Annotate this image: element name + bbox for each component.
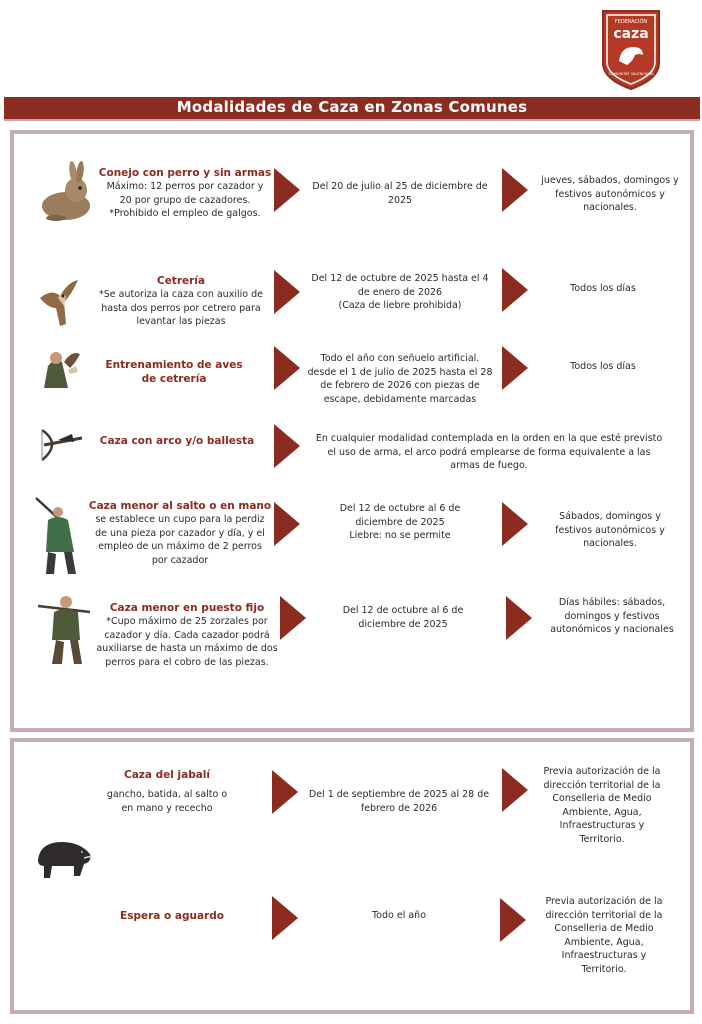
modality-title: Espera o aguardo	[120, 910, 224, 922]
days-line: Todos los días	[570, 361, 636, 372]
modality-desc-line: de una pieza por cazador y día, y el	[95, 527, 265, 539]
period-line: 2025	[387, 194, 413, 206]
arrow-icon	[274, 424, 300, 468]
arrow-icon	[506, 596, 532, 640]
page-title: Modalidades de Caza en Zonas Comunes	[176, 98, 528, 116]
days-line: nacionales.	[583, 202, 637, 213]
days-line: festivos autonómicos y	[555, 188, 665, 200]
modality-desc-line: por cazador	[151, 554, 209, 566]
period-entrenamiento	[303, 352, 497, 406]
days-line: Territorio.	[579, 833, 625, 845]
period-puesto-fijo	[306, 604, 500, 631]
period-line: Del 1 de septiembre de 2025 al 28 de	[308, 789, 490, 800]
crossbow-illustration	[38, 424, 84, 464]
days-line: Infraestructuras y	[559, 820, 645, 831]
modality-desc-line: *Cupo máximo de 25 zorzales por	[106, 616, 268, 627]
days-conejo	[530, 174, 690, 215]
days-line: Días hábiles: sábados,	[558, 597, 666, 608]
arrow-icon	[280, 596, 306, 640]
logo-bottom-text: COMUNITAT VALENCIANA	[608, 72, 654, 76]
period-line: de enero de 2026	[357, 286, 443, 298]
period-line: Liebre: no se permite	[349, 530, 451, 541]
days-puesto-fijo	[534, 596, 690, 637]
period-line: diciembre de 2025	[355, 516, 445, 528]
days-line: Ambiente, Agua,	[564, 936, 644, 948]
days-line: Conselleria de Medio	[552, 793, 652, 804]
modality-title: Entrenamiento de aves de cetrería	[105, 359, 243, 385]
modality-desc-line: 20 por grupo de cazadores.	[119, 194, 251, 206]
title-banner	[4, 97, 700, 121]
days-line: dirección territorial de la	[543, 779, 661, 791]
period-line: En cualquier modalidad contemplada en la orden en la que esté previsto	[315, 433, 663, 444]
days-line: Previa autorización de la	[545, 896, 663, 907]
logo-top-text: FEDERACIÓN	[614, 19, 648, 25]
logo-text: caza	[613, 26, 649, 42]
days-line: nacionales.	[583, 538, 637, 549]
period-cetreria	[303, 272, 497, 313]
days-line: dirección territorial de la	[545, 909, 663, 921]
modality-desc-line: en mano y rececho	[121, 802, 213, 814]
modality-desc-line: hasta dos perros por cetrero para	[101, 302, 261, 314]
modality-cetreria	[94, 274, 268, 329]
modality-desc-line: empleo de un máximo de 2 perros	[98, 541, 262, 552]
arrow-icon	[502, 502, 528, 546]
days-line: Infraestructuras y	[561, 950, 647, 961]
period-line: escape, debidamente marcadas	[323, 393, 477, 405]
modality-espera	[104, 909, 240, 923]
modality-conejo	[98, 166, 272, 221]
arrow-icon	[502, 768, 528, 812]
modality-title: Caza menor al salto o en mano	[88, 500, 272, 512]
period-line: armas de fuego.	[450, 460, 528, 471]
days-line: festivos autonómicos y	[555, 524, 665, 536]
modality-salto	[88, 499, 272, 567]
modality-desc-line: se establece un cupo para la perdiz	[95, 514, 265, 525]
days-line: domingos y festivos	[564, 610, 660, 622]
period-line: de febrero de 2026 con piezas de	[320, 380, 480, 391]
period-line: diciembre de 2025	[358, 618, 448, 630]
modality-title: Caza del jabalí	[123, 769, 211, 781]
days-espera	[530, 895, 678, 976]
arrow-icon	[272, 896, 298, 940]
rabbit-illustration	[36, 160, 94, 222]
period-line: Del 12 de octubre al 6 de	[339, 503, 461, 514]
modality-title: Caza con arco y/o ballesta	[99, 435, 255, 447]
days-line: autonómicos y nacionales	[550, 624, 674, 635]
modality-title: Cetrería	[156, 275, 205, 287]
arrow-icon	[274, 502, 300, 546]
days-salto	[530, 510, 690, 551]
period-line: desde el 1 de julio de 2025 hasta el 28	[307, 366, 493, 378]
modality-desc-line: *Se autoriza la caza con auxilio de	[99, 289, 263, 300]
arrow-icon	[500, 898, 526, 942]
days-jabali	[530, 765, 674, 846]
modality-desc-line: *Prohibido el empleo de galgos.	[109, 208, 261, 219]
period-line: Del 20 de julio al 25 de diciembre de	[312, 181, 488, 192]
modality-puesto-fijo	[92, 601, 282, 669]
modality-desc-line: perros para el cobro de las piezas.	[105, 656, 269, 668]
modality-title: Conejo con perro y sin armas	[98, 167, 272, 179]
modality-arco	[94, 434, 260, 448]
arrow-icon	[502, 268, 528, 312]
modality-desc-line: levantar las piezas	[136, 316, 226, 327]
period-arco	[302, 432, 676, 473]
days-line: Sábados, domingos y	[559, 511, 661, 522]
modality-desc-line: Máximo: 12 perros por cazador y	[106, 181, 264, 192]
days-line: Territorio.	[581, 963, 627, 975]
days-line: jueves, sábados, domingos y	[541, 175, 679, 186]
arrow-icon	[272, 770, 298, 814]
period-line: Del 12 de octubre al 6 de	[342, 605, 464, 616]
days-line: Todos los días	[570, 283, 636, 294]
period-conejo	[303, 180, 497, 207]
period-line: Todo el año	[371, 910, 427, 921]
arrow-icon	[274, 346, 300, 390]
modality-desc-line: cazador y día. Cada cazador podrá	[104, 629, 270, 641]
arrow-icon	[274, 168, 300, 212]
modality-desc-line: gancho, batida, al salto o	[106, 789, 228, 800]
wild-boar-illustration	[34, 832, 94, 880]
period-line: Todo el año con señuelo artificial.	[320, 353, 480, 364]
days-line: Conselleria de Medio	[554, 923, 654, 934]
period-salto	[303, 502, 497, 543]
days-line: Previa autorización de la	[543, 766, 661, 777]
period-line: febrero de 2026	[360, 802, 438, 814]
period-line: el uso de arma, el arco podrá emplearse de forma equivalente a las	[327, 446, 651, 458]
modality-desc-line: auxiliarse de hasta un máximo de dos	[96, 643, 278, 654]
period-line: Del 12 de octubre de 2025 hasta el 4	[311, 273, 489, 284]
period-line: (Caza de liebre prohibida)	[338, 300, 462, 311]
arrow-icon	[502, 346, 528, 390]
days-line: Ambiente, Agua,	[562, 806, 642, 818]
federacion-caza-logo	[599, 9, 663, 91]
period-jabali	[300, 788, 498, 815]
hunter-standing-illustration	[38, 594, 92, 666]
days-cetreria	[530, 282, 676, 296]
modality-title: Caza menor en puesto fijo	[109, 602, 265, 614]
arrow-icon	[502, 168, 528, 212]
arrow-icon	[274, 270, 300, 314]
days-entrenamiento	[530, 360, 676, 374]
falcon-illustration	[38, 278, 80, 330]
period-espera	[300, 909, 498, 923]
modality-jabali	[104, 768, 230, 815]
modality-entrenamiento	[104, 358, 244, 386]
hunter-shooting-illustration	[34, 494, 86, 576]
falconer-illustration	[38, 348, 82, 390]
